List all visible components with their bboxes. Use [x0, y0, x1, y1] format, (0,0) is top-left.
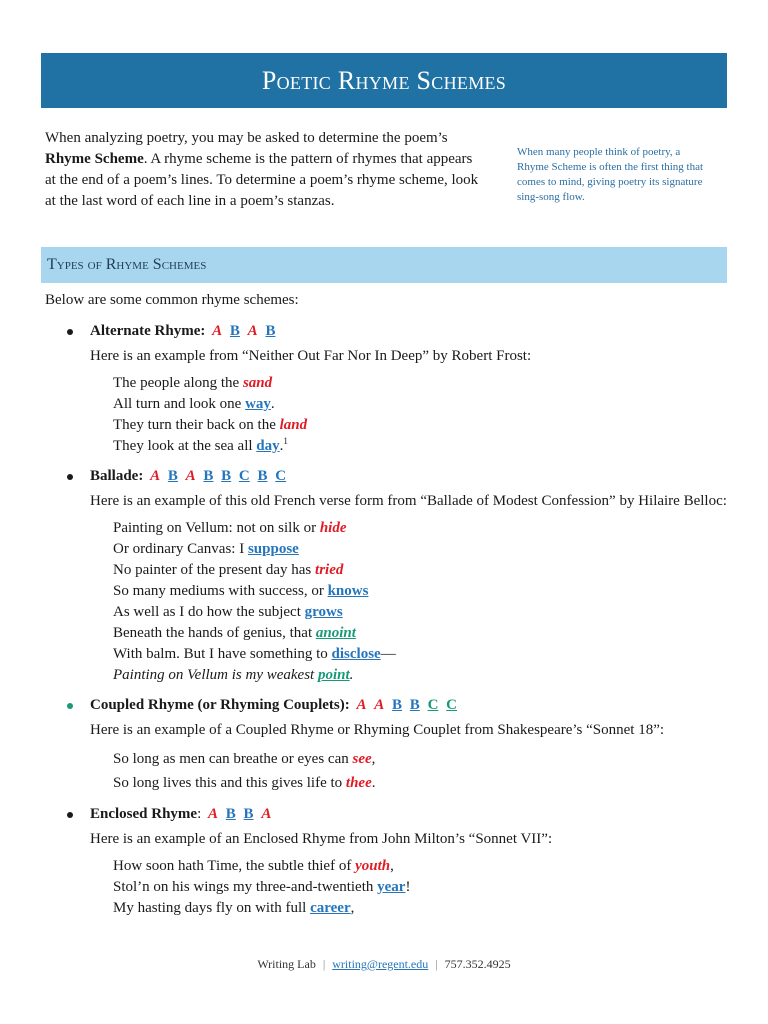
footer-org: Writing Lab — [257, 957, 316, 971]
rhyme-word: suppose — [247, 541, 299, 557]
rhyme-word: anoint — [315, 625, 356, 641]
scheme-letter: A — [356, 697, 367, 713]
poem-line: How soon hath Time, the subtle thief of youth, — [113, 858, 394, 874]
bullet-icon — [67, 474, 73, 480]
rhyme-type-heading: Enclosed Rhyme: A B B A — [90, 803, 735, 825]
rhyme-type-list — [45, 320, 735, 919]
footer-separator: | — [322, 957, 326, 971]
rhyme-type-ballade — [45, 465, 735, 686]
rhyme-word: see — [352, 751, 372, 767]
scheme-letter: A — [212, 323, 223, 339]
footer-email-link[interactable]: writing@regent.edu — [332, 957, 429, 971]
poem-line: Stol’n on his wings my three-and-twentieth year! — [113, 879, 411, 895]
poem-line: The people along the sand — [113, 375, 273, 391]
example-description: Here is an example of this old French verse form from “Ballade of Modest Confession” by Hilaire Belloc: — [90, 493, 727, 509]
rhyme-word: year — [377, 879, 406, 895]
poem-line: Painting on Vellum: not on silk or hide — [113, 520, 347, 536]
scheme-letter: C — [275, 468, 287, 484]
rhyme-word: disclose — [331, 646, 381, 662]
rhyme-word: career — [310, 900, 351, 916]
poem-line: They turn their back on the land — [113, 417, 308, 433]
poem-line: My hasting days fly on with full career, — [113, 900, 355, 916]
rhyme-word: way — [245, 396, 271, 412]
poem-excerpt — [90, 747, 735, 795]
bullet-icon — [67, 703, 73, 709]
scheme-letter: B — [203, 468, 214, 484]
scheme-sequence — [150, 468, 290, 484]
scheme-letter: B — [243, 806, 254, 822]
rhyme-type-name: Ballade: — [90, 468, 144, 484]
rhyme-type-enclosed — [45, 803, 735, 919]
intro-term-rhyme-scheme: Rhyme Scheme — [45, 151, 144, 167]
poem-line: With balm. But I have something to disclose— — [113, 646, 396, 662]
scheme-letter: B — [167, 468, 178, 484]
scheme-sequence — [357, 697, 462, 713]
rhyme-word: sand — [242, 375, 273, 391]
scheme-letter: B — [257, 468, 268, 484]
scheme-letter: C — [427, 697, 439, 713]
scheme-sequence — [212, 323, 279, 339]
rhyme-type-alternate — [45, 320, 735, 457]
poem-line: Beneath the hands of genius, that anoint — [113, 625, 356, 641]
footnote-marker: 1 — [283, 436, 288, 446]
scheme-letter: A — [374, 697, 385, 713]
poem-line: As well as I do how the subject grows — [113, 604, 343, 620]
scheme-letter: B — [265, 323, 276, 339]
rhyme-word: land — [279, 417, 308, 433]
section-header — [41, 247, 727, 283]
intro-text-2: . A rhyme scheme is the pattern of rhymes that appears at the end of a poem’s lines. To determine a poem’s rhyme scheme, look at the last word of each line in a poem’s stanzas. — [45, 151, 479, 209]
footer-separator: | — [435, 957, 438, 971]
example-description: Here is an example from “Neither Out Far Nor In Deep” by Robert Frost: — [90, 348, 532, 364]
poem-line: So many mediums with success, or knows — [113, 583, 369, 599]
rhyme-type-name: Coupled Rhyme (or Rhyming Couplets): — [90, 697, 350, 713]
rhyme-word: hide — [319, 520, 347, 536]
scheme-sequence — [208, 806, 275, 822]
poem-excerpt — [90, 856, 735, 919]
rhyme-word: tried — [315, 562, 344, 578]
rhyme-type-name: Enclosed Rhyme — [90, 806, 198, 822]
rhyme-type-heading — [90, 694, 735, 716]
rhyme-type-heading — [90, 320, 735, 342]
page-footer — [0, 957, 768, 972]
scheme-letter: C — [238, 468, 250, 484]
poem-line: They look at the sea all day.$^1$ — [113, 436, 288, 454]
scheme-letter: B — [392, 697, 403, 713]
sidebar-note: When many people think of poetry, a Rhyme Scheme is often the first thing that comes to mind, giving poetry its signature sing-song flow. — [517, 146, 704, 203]
scheme-letter: A — [208, 806, 219, 822]
page-title: Poetic Rhyme Schemes — [261, 66, 507, 95]
section-title: Types of Rhyme Schemes — [47, 256, 207, 273]
poem-line: Or ordinary Canvas: I suppose — [113, 541, 299, 557]
example-description: Here is an example of an Enclosed Rhyme from John Milton’s “Sonnet VII”: — [90, 831, 553, 847]
scheme-letter: A — [261, 806, 272, 822]
scheme-letter: A — [247, 323, 258, 339]
rhyme-word: grows — [304, 604, 343, 620]
bullet-icon — [67, 812, 73, 818]
footer-phone: 757.352.4925 — [444, 957, 511, 971]
rhyme-word: day — [256, 438, 280, 454]
poem-line: Painting on Vellum is my weakest point. — [113, 667, 354, 683]
intro-paragraph — [45, 128, 485, 212]
scheme-letter: A — [150, 468, 161, 484]
section-lead: Below are some common rhyme schemes: — [45, 292, 299, 308]
bullet-icon — [67, 329, 73, 335]
intro-text-1: When analyzing poetry, you may be asked to determine the poem’s — [45, 130, 448, 146]
poem-line: All turn and look one way. — [113, 396, 275, 412]
poem-excerpt — [90, 373, 735, 457]
poem-excerpt — [90, 518, 735, 686]
scheme-letter: B — [225, 806, 236, 822]
poem-line: No painter of the present day has tried — [113, 562, 344, 578]
rhyme-word: youth — [355, 858, 391, 874]
content-area — [45, 289, 735, 927]
scheme-letter: B — [409, 697, 420, 713]
rhyme-word: point — [317, 667, 350, 683]
poem-line: So long lives this and this gives life to thee. — [113, 775, 376, 791]
rhyme-type-heading — [90, 465, 735, 487]
scheme-letter: B — [221, 468, 232, 484]
title-banner — [41, 53, 727, 108]
rhyme-word: thee — [345, 775, 372, 791]
rhyme-type-coupled — [45, 694, 735, 795]
example-description: Here is an example of a Coupled Rhyme or Rhyming Couplet from Shakespeare’s “Sonnet 18”: — [90, 722, 665, 738]
rhyme-word: knows — [327, 583, 369, 599]
rhyme-type-name: Alternate Rhyme: — [90, 323, 206, 339]
poem-line: So long as men can breathe or eyes can see, — [113, 751, 376, 767]
scheme-letter: C — [446, 697, 457, 713]
scheme-letter: A — [185, 468, 196, 484]
scheme-letter: B — [229, 323, 240, 339]
